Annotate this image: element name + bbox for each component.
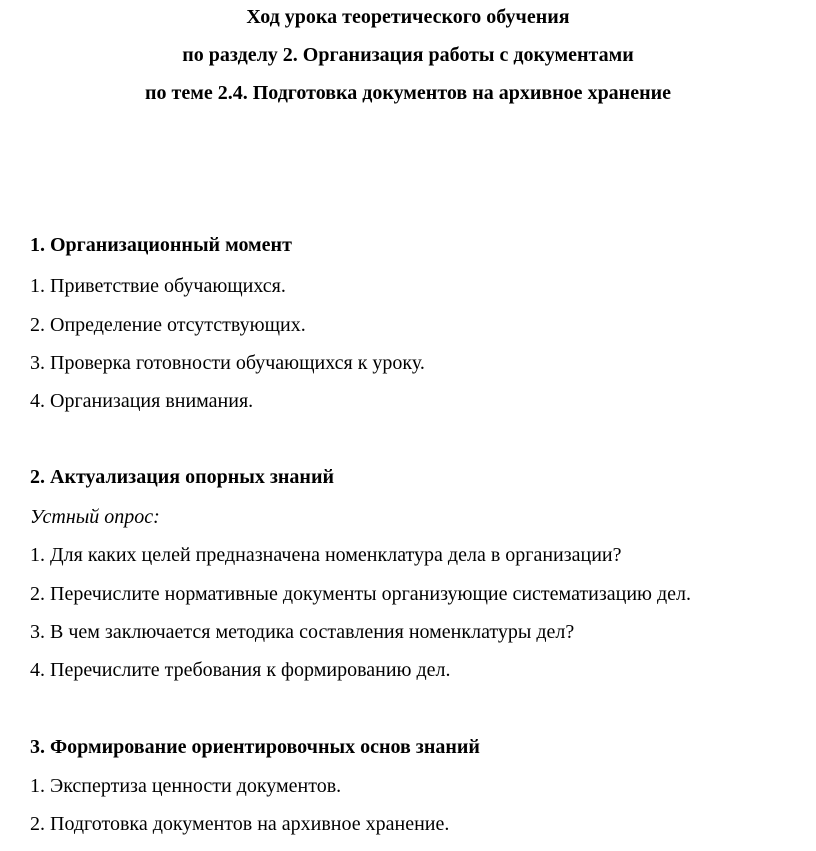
list-item: 2. Перечислите нормативные документы организующие систематизацию дел. [30,583,692,605]
list-item: 1. Приветствие обучающихся. [30,275,286,297]
list-item: 2. Определение отсутствующих. [30,314,306,336]
list-item: 3. Проверка готовности обучающихся к уроку. [30,352,425,374]
list-item: 2. Подготовка документов на архивное хранение. [30,813,450,835]
document-title-line-3: по теме 2.4. Подготовка документов на архивное хранение [144,82,672,104]
section-2-subheading: Устный опрос: [30,506,160,528]
document-title-line-2: по разделу 2. Организация работы с документами [182,44,634,66]
section-3-heading: 3. Формирование ориентировочных основ знаний [30,736,480,758]
list-item: 3. В чем заключается методика составления номенклатуры дел? [30,621,575,643]
document-title-line-1: Ход урока теоретического обучения [246,6,570,28]
list-item: 1. Экспертиза ценности документов. [30,775,342,797]
section-1-heading: 1. Организационный момент [30,234,292,256]
section-2-heading: 2. Актуализация опорных знаний [30,466,335,488]
list-item: 1. Для каких целей предназначена номенклатура дела в организации? [30,544,622,566]
list-item: 4. Перечислите требования к формированию дел. [30,659,451,681]
list-item: 4. Организация внимания. [30,390,254,412]
